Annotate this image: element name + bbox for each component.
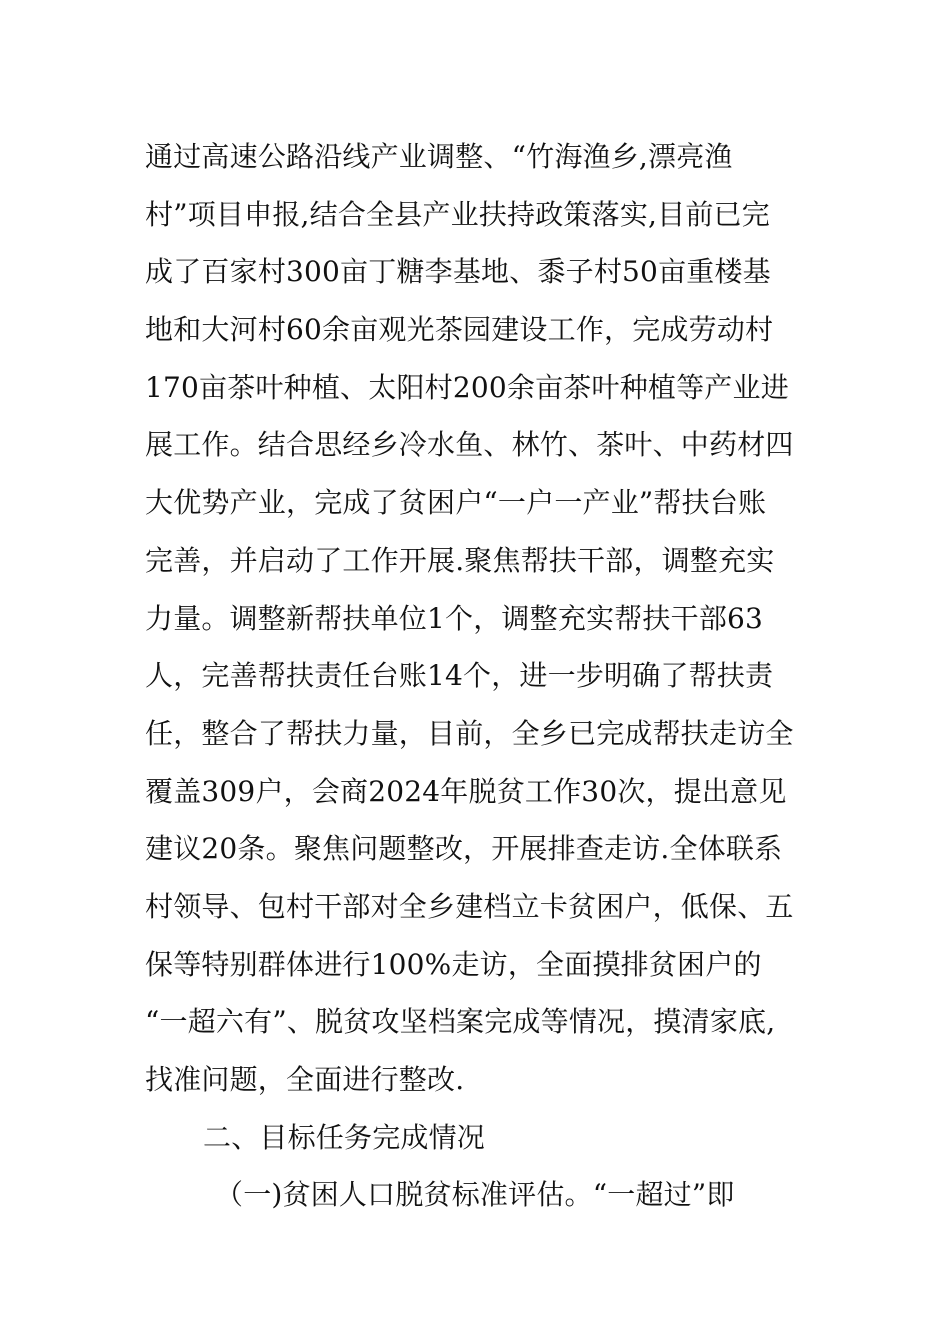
text-line: 保等特别群体进行100%走访，全面摸排贫困户的 <box>145 947 762 981</box>
text-line: 建议20条。聚焦问题整改，开展排查走访.全体联系 <box>145 832 783 866</box>
text-line: 力量。调整新帮扶单位1个，调整充实帮扶干部63 <box>145 601 764 635</box>
text-line: 村领导、包村干部对全乡建档立卡贫困户，低保、五 <box>145 889 794 923</box>
text-line: “一超六有”、脱贫攻坚档案完成等情况，摸清家底, <box>145 1005 776 1039</box>
body-text <box>145 128 825 1224</box>
text-line: 任，整合了帮扶力量，目前，全乡已完成帮扶走访全 <box>145 716 794 750</box>
text-line: 大优势产业，完成了贫困户“一户一产业”帮扶台账 <box>145 486 767 520</box>
text-line: 村”项目申报,结合全县产业扶持政策落实,目前已完 <box>145 197 770 231</box>
text-line: 完善，并启动了工作开展.聚焦帮扶干部，调整充实 <box>145 543 775 577</box>
text-line: 成了百家村300亩丁糖李基地、黍子村50亩重楼基 <box>145 255 771 289</box>
text-line: 170亩茶叶种植、太阳村200余亩茶叶种植等产业进 <box>145 370 789 404</box>
text-line: 地和大河村60余亩观光茶园建设工作，完成劳动村 <box>145 313 774 347</box>
section-heading: 二、目标任务完成情况 <box>203 1120 486 1154</box>
text-line: 覆盖309户，会商2024年脱贫工作30次，提出意见 <box>145 774 787 808</box>
text-line: 通过高速公路沿线产业调整、“竹海渔乡,漂亮渔 <box>145 140 733 173</box>
text-line: 展工作。结合思经乡冷水鱼、林竹、茶叶、中药材四 <box>145 428 794 462</box>
subsection-line: （一)贫困人口脱贫标准评估。“一超过”即 <box>215 1178 735 1212</box>
text-line: 找准问题，全面进行整改. <box>145 1063 465 1096</box>
text-line: 人，完善帮扶责任台账14个，进一步明确了帮扶责 <box>145 659 774 693</box>
